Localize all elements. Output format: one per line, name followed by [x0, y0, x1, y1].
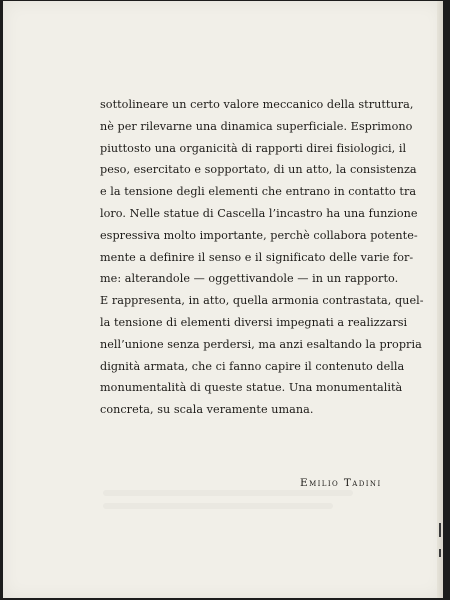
text-line: monumentalità di queste statue. Una monumentalità: [100, 381, 403, 395]
show-through-mark: [103, 503, 333, 509]
body-paragraph: [100, 94, 424, 421]
author-signature: Emilio Tadini: [300, 477, 382, 489]
book-page: [3, 1, 443, 598]
text-line: E rappresenta, in atto, quella armonia contrastata, quel-: [100, 294, 424, 308]
text-line: dignità armata, che ci fanno capire il contenuto della: [100, 359, 405, 373]
text-line: piuttosto una organicità di rapporti direi fisiologici, il: [100, 141, 407, 155]
text-line: peso, esercitato e sopportato, di un atto, la consistenza: [100, 163, 417, 177]
text-line: sottolineare un certo valore meccanico della struttura,: [100, 98, 414, 111]
text-line: espressiva molto importante, perchè collabora potente-: [100, 228, 418, 242]
text-line: la tensione di elementi diversi impegnati a realizzarsi: [100, 315, 408, 329]
text-line: e la tensione degli elementi che entrano in contatto tra: [100, 185, 417, 199]
text-line: loro. Nelle statue di Cascella l’incastro ha una funzione: [100, 206, 418, 220]
text-line: nè per rilevarne una dinamica superficiale. Esprimono: [100, 119, 413, 133]
text-line: concreta, su scala veramente umana.: [100, 403, 314, 417]
text-line: me: alterandole — oggettivandole — in un rapporto.: [100, 272, 399, 286]
edge-mark: [439, 549, 441, 557]
edge-mark: [439, 523, 441, 537]
text-line: nell’unione senza perdersi, ma anzi esaltando la propria: [100, 337, 422, 351]
page-edge: [437, 1, 443, 598]
show-through-mark: [103, 490, 353, 496]
text-line: mente a definire il senso e il significato delle varie for-: [100, 250, 414, 264]
